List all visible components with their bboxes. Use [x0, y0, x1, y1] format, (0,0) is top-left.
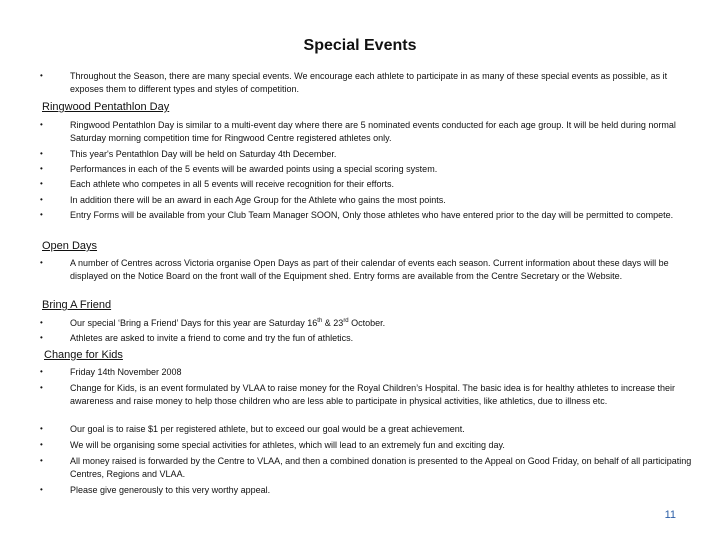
page-title: Special Events [303, 37, 417, 54]
page-number: 11 [664, 509, 676, 521]
bullet-icon: • [40, 258, 43, 267]
bullet-icon: • [40, 440, 43, 449]
bullet-icon: • [40, 383, 43, 392]
bullet-icon: • [40, 318, 43, 327]
list-item: • We will be organising some special activities for athletes, which will lead to an extremely fun and exciting day. [40, 440, 505, 450]
bullet-icon: • [40, 149, 43, 158]
bullet-icon: • [40, 164, 43, 173]
bullet-icon: • [40, 120, 43, 129]
bullet-icon: • [40, 210, 43, 219]
section-heading-change-for-kids: Change for Kids [44, 349, 123, 361]
list-item [40, 317, 696, 330]
bullet-icon: • [40, 333, 43, 342]
list-item: • Please give generously to this very worthy appeal. [40, 485, 271, 495]
friend-days-mid: & 23 [322, 318, 344, 328]
intro-item: • Throughout the Season, there are many special events. We encourage each athlete to participate in as many of these special events as possible, as it exposes them to different types and styles of competition. [40, 71, 668, 94]
bullet-icon: • [40, 179, 43, 188]
section-heading-pentathlon: Ringwood Pentathlon Day [42, 101, 170, 113]
list-item: • Entry Forms will be available from your Club Team Manager SOON, Only those athletes who have entered prior to the day will be permitted to compete. [40, 210, 674, 220]
list-item: • All money raised is forwarded by the Centre to VLAA, and then a combined donation is presented to the Appeal on Good Friday, on behalf of all participating Centres, Regions and VLAA. [40, 456, 692, 479]
bullet-icon: • [40, 195, 43, 204]
bullet-icon: • [40, 424, 43, 433]
list-item: • Friday 14th November 2008 [40, 367, 182, 377]
section-heading-open-days: Open Days [42, 240, 98, 252]
section-heading-bring-a-friend: Bring A Friend [42, 299, 112, 311]
list-item: • In addition there will be an award in each Age Group for the Athlete who gains the most points. [40, 195, 446, 205]
list-item: • Athletes are asked to invite a friend to come and try the fun of athletics. [40, 333, 354, 343]
bullet-icon: • [40, 456, 43, 465]
friend-days-suffix: October. [348, 318, 386, 328]
list-item: • Our goal is to raise $1 per registered athlete, but to exceed our goal would be a great achievement. [40, 424, 465, 434]
bullet-icon: • [40, 485, 43, 494]
list-item: • This year's Pentathlon Day will be held on Saturday 4th December. [40, 149, 337, 159]
bullet-icon: • [40, 71, 43, 80]
list-item: • Performances in each of the 5 events will be awarded points using a special scoring system. [40, 164, 438, 174]
list-item: • A number of Centres across Victoria organise Open Days as part of their calendar of events each season. Current information about these days will be displayed on the Notice Board on the front wall of the Equipment shed. Entry forms are available from the Centre Secretary or the Website. [40, 258, 669, 281]
friend-days-prefix: Our special ‘Bring a Friend’ Days for this year are Saturday 16 [70, 318, 318, 328]
bullet-icon: • [40, 367, 43, 376]
list-item: • Change for Kids, is an event formulated by VLAA to raise money for the Royal Children’s Hospital. The basic idea is for healthy athletes to increase their awareness and raise money to help those children who are less able to participate in physical activities, like athletics, due to illness etc. [40, 383, 675, 406]
list-item: • Ringwood Pentathlon Day is similar to a multi-event day where there are 5 nominated events conducted for each age group. It will be held during normal Saturday morning competition time for Ringwood Centre registered athletes only. [40, 120, 676, 143]
ordinal-suffix: rd [343, 318, 349, 324]
list-item: • Each athlete who competes in all 5 events will receive recognition for their efforts. [40, 179, 394, 189]
ordinal-suffix: th [317, 318, 323, 324]
